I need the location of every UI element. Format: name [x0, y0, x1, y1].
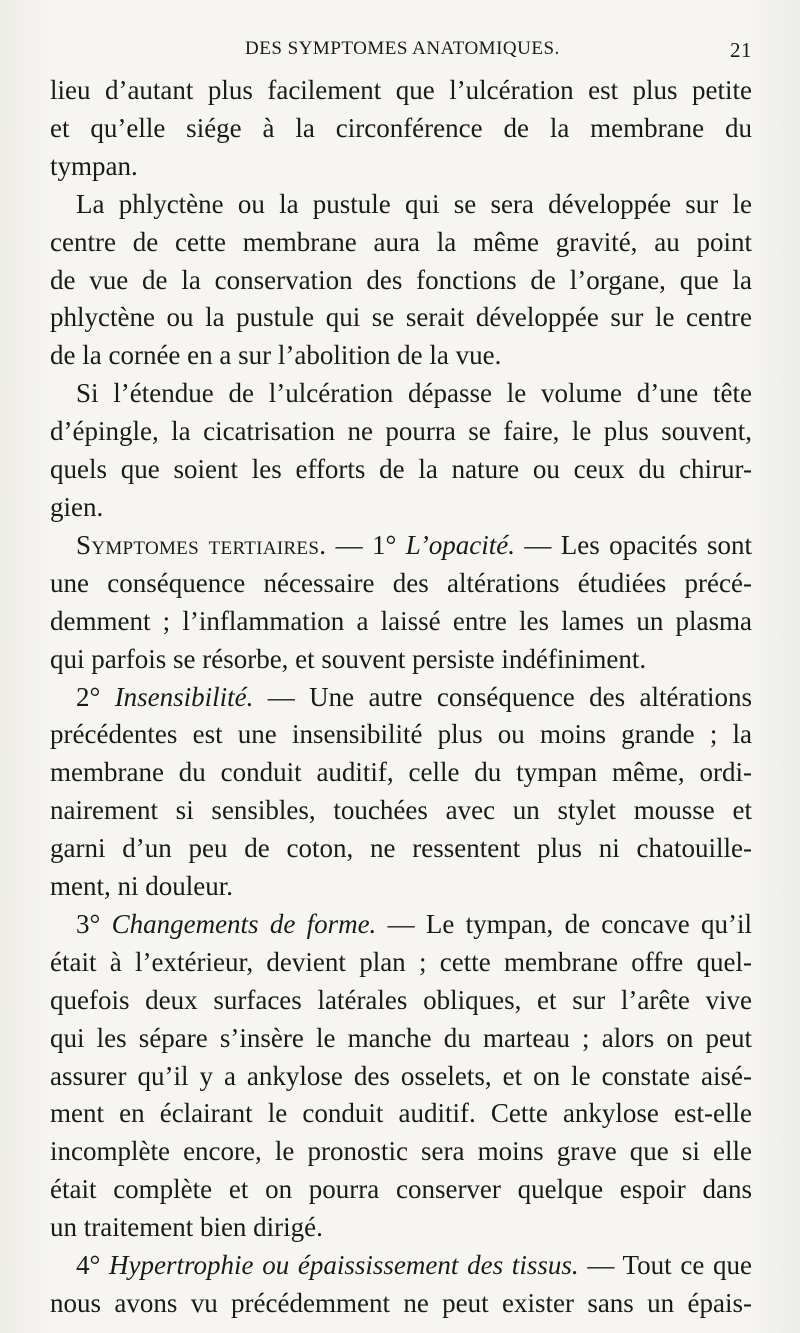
item-heading-line — [50, 906, 752, 944]
item-title: Changements de forme. — [111, 908, 377, 939]
text-line: était complète et on pourra conserver quelque espoir dans — [50, 1174, 752, 1205]
text-line: nairement si sensibles, touchées avec un stylet mousse et — [50, 795, 752, 826]
text-line: phlyctène ou la pustule qui se serait développée sur le centre — [50, 302, 752, 333]
text-fragment: — Le tympan, de concave qu’il — [387, 908, 752, 939]
item-number: 1° — [372, 529, 397, 560]
dash: — — [326, 529, 373, 560]
text-line: de la cornée en a sur l’abolition de la vue. — [50, 340, 502, 371]
text-line: quels que soient les efforts de la nature ou ceux du chirur- — [50, 454, 752, 485]
text-line: assurer qu’il y a ankylose des osselets, et on le constate aisé- — [50, 1060, 752, 1091]
text-line: nous avons vu précédemment ne peut exister sans un épais- — [50, 1288, 752, 1318]
page-number: 21 — [730, 38, 752, 62]
text-line: et qu’elle siége à la circonférence de la membrane du — [50, 112, 752, 143]
running-title: DES SYMPTOMES ANATOMIQUES. — [245, 38, 560, 59]
item-number: 3° — [76, 908, 101, 939]
section-label: Symptomes tertiaires. — [76, 529, 327, 560]
dash: — — [514, 529, 561, 560]
item-title: L’opacité. — [405, 529, 515, 560]
section-heading-line — [50, 527, 752, 565]
text-line: Si l’étendue de l’ulcération dépasse le volume d’une tête — [76, 378, 752, 409]
text-line: ment, ni douleur. — [50, 871, 233, 902]
item-title: Insensibilité. — [114, 681, 254, 712]
text-line: de vue de la conservation des fonctions de l’organe, que la — [50, 264, 752, 295]
text-line: lieu d’autant plus facilement que l’ulcération est plus petite — [50, 75, 752, 105]
item-heading-line — [50, 679, 752, 717]
text-line: incomplète encore, le pronostic sera moins grave que si elle — [50, 1136, 752, 1167]
text-line: d’épingle, la cicatrisation ne pourra se faire, le plus souvent, — [50, 416, 752, 447]
text-line: tympan. — [50, 150, 138, 181]
text-fragment: Les opacités sont — [560, 529, 752, 560]
text-line: précédentes est une insensibilité plus ou moins grande ; la — [50, 719, 752, 750]
text-line: gien. — [50, 491, 104, 522]
text-line: membrane du conduit auditif, celle du tympan même, ordi- — [50, 757, 752, 788]
text-line: garni d’un peu de coton, ne ressentent plus ni chatouille- — [50, 833, 752, 864]
item-heading-line — [50, 1247, 752, 1285]
text-line: quefois deux surfaces latérales obliques, et sur l’arête vive — [50, 984, 752, 1015]
item-number: 4° — [76, 1250, 101, 1281]
text-line: un traitement bien dirigé. — [50, 1212, 323, 1243]
item-number: 2° — [76, 681, 101, 712]
text-fragment: — Tout ce que — [587, 1250, 753, 1281]
text-line: une conséquence nécessaire des altérations étudiées précé- — [50, 567, 752, 598]
text-line: demment ; l’inflammation a laissé entre les lames un plasma — [50, 605, 752, 636]
text-line: qui les sépare s’insère le manche du marteau ; alors on peut — [50, 1022, 752, 1053]
body-text — [50, 72, 752, 1323]
item-title: Hypertrophie ou épaississement des tissus. — [109, 1250, 579, 1281]
text-fragment: — Une autre conséquence des altérations — [267, 681, 752, 712]
running-header — [50, 32, 752, 72]
text-line: La phlyctène ou la pustule qui se sera développée sur le — [76, 188, 752, 219]
text-line: qui parfois se résorbe, et souvent persiste indéfiniment. — [50, 643, 647, 674]
text-line: centre de cette membrane aura la même gravité, au point — [50, 226, 752, 257]
text-line: était à l’extérieur, devient plan ; cette membrane offre quel- — [50, 946, 752, 977]
text-line: ment en éclairant le conduit auditif. Cette ankylose est-elle — [50, 1098, 752, 1129]
